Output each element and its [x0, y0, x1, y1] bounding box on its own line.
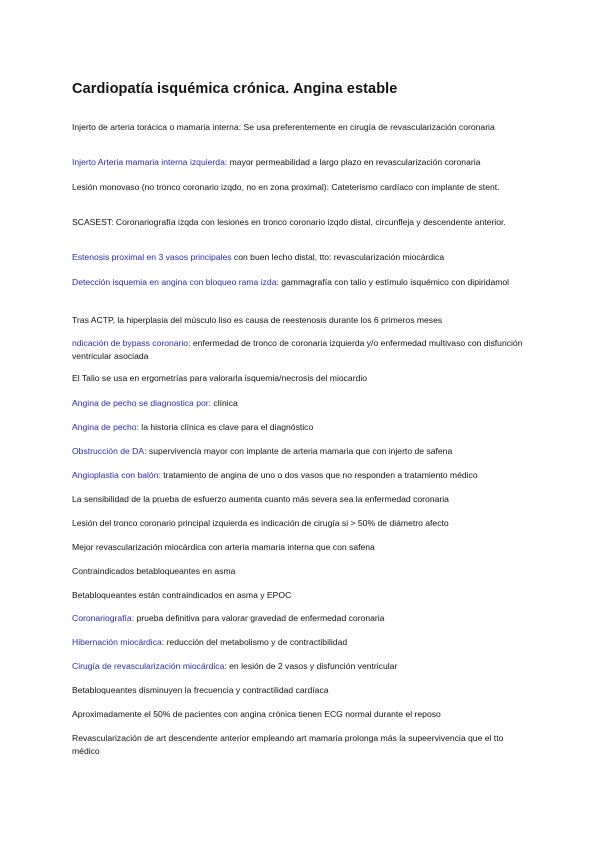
note-term: ndicación de bypass coronario:: [72, 338, 191, 348]
note-text: con buen lecho distal, tto: revascularización miocárdica: [231, 252, 445, 262]
note-item: [72, 251, 532, 264]
note-text: en lesión de 2 vasos y disfunción ventricular: [226, 661, 398, 671]
note-item: [72, 216, 532, 229]
note-text: Revascularización de art descendente anterior empleando art mamaria prolonga más la supeervivencia que el tto médico: [72, 733, 504, 756]
note-item: [72, 445, 532, 458]
note-text: prueba definitiva para valorar gravedad de enfermedad coronaria: [134, 613, 385, 623]
note-item: [72, 684, 532, 697]
note-item: [72, 314, 532, 327]
note-item: [72, 708, 532, 721]
note-text: La sensibilidad de la prueba de esfuerzo aumenta cuanto más severa sea la enfermedad coronaria: [72, 494, 449, 504]
note-item: [72, 276, 532, 289]
note-term: Cirugía de revascularización miocárdica:: [72, 661, 227, 671]
note-text: SCASEST: Coronariografía izqda con lesiones en tronco coronario izqdo distal, circunfleja y descendente anterior.: [72, 217, 506, 227]
note-text: Aproximadamente el 50% de pacientes con angina crónica tienen ECG normal durante el reposo: [72, 709, 441, 719]
note-item: [72, 493, 532, 506]
note-text: clínica: [211, 398, 238, 408]
note-text: tratamiento de angina de uno o dos vasos que no responden a tratamiento médico: [160, 470, 478, 480]
note-term: Angioplastia con balón:: [72, 470, 161, 480]
note-item: [72, 660, 532, 673]
note-text: supervivencia mayor con implante de arteria mamaria que con injerto de safena: [146, 446, 453, 456]
note-text: Injerto de arteria torácica o mamaria interna: Se usa preferentemente en cirugía de revascularización coronaria: [72, 122, 495, 132]
note-text: Mejor revascularización miocárdica con arteria mamaria interna que con safena: [72, 542, 375, 552]
note-term: Angina de pecho:: [72, 422, 139, 432]
note-term: Hibernación miocárdica:: [72, 637, 165, 647]
note-item: [72, 156, 532, 169]
note-item: [72, 181, 532, 194]
note-item: [72, 541, 532, 554]
note-text: gammagrafía con talio y estímulo isquémico con dipiridamol: [278, 277, 510, 287]
note-text: Betabloqueantes disminuyen la frecuencia y contractilidad cardíaca: [72, 685, 329, 695]
note-item: [72, 636, 532, 649]
note-term: Estenosis proximal en 3 vasos principales: [72, 252, 232, 262]
note-text: enfermedad de tronco de coronaria izquierda y/o enfermedad multivaso con disfunción ventricular asociada: [72, 338, 523, 361]
note-item: [72, 589, 532, 602]
note-term: Detección isquemia en angina con bloqueo rama izda:: [72, 277, 279, 287]
note-text: Lesión monovaso (no tronco coronario izqdo, no en zona proximal): Cateterismo cardíaco con implante de stent.: [72, 182, 500, 192]
note-item: [72, 469, 532, 482]
note-text: El Talio se usa en ergometrías para valorarla isquemia/necrosis del miocardio: [72, 373, 368, 383]
note-text: mayor permeabilidad a largo plazo en revascularización coronaria: [227, 157, 481, 167]
page-title: Cardiopatía isquémica crónica. Angina estable: [72, 81, 398, 97]
note-text: Tras ACTP, la hiperplasia del músculo liso es causa de reestenosis durante los 6 primeros meses: [72, 315, 443, 325]
note-item: [72, 121, 532, 134]
note-item: [72, 337, 532, 363]
note-item: [72, 565, 532, 578]
note-text: reducción del metabolismo y de contractibilidad: [164, 637, 348, 647]
note-item: [72, 517, 532, 530]
note-item: [72, 421, 532, 434]
note-item: [72, 612, 532, 625]
note-text: Contraindicados betabloqueantes en asma: [72, 566, 236, 576]
note-item: [72, 732, 532, 758]
note-term: Coronariografía:: [72, 613, 135, 623]
note-term: Angina de pecho se diagnostica por:: [72, 398, 212, 408]
note-term: Obstrucción de DA:: [72, 446, 147, 456]
note-item: [72, 397, 532, 410]
note-term: Injerto Arteria mamaria interna izquierda:: [72, 157, 228, 167]
note-text: Betabloqueantes están contraindicados en asma y EPOC: [72, 590, 292, 600]
note-item: [72, 372, 532, 385]
note-text: la historia clínica es clave para el diagnóstico: [138, 422, 314, 432]
note-text: Lesión del tronco coronario principal izquierda es indicación de cirugía si > 50% de diámetro afecto: [72, 518, 449, 528]
